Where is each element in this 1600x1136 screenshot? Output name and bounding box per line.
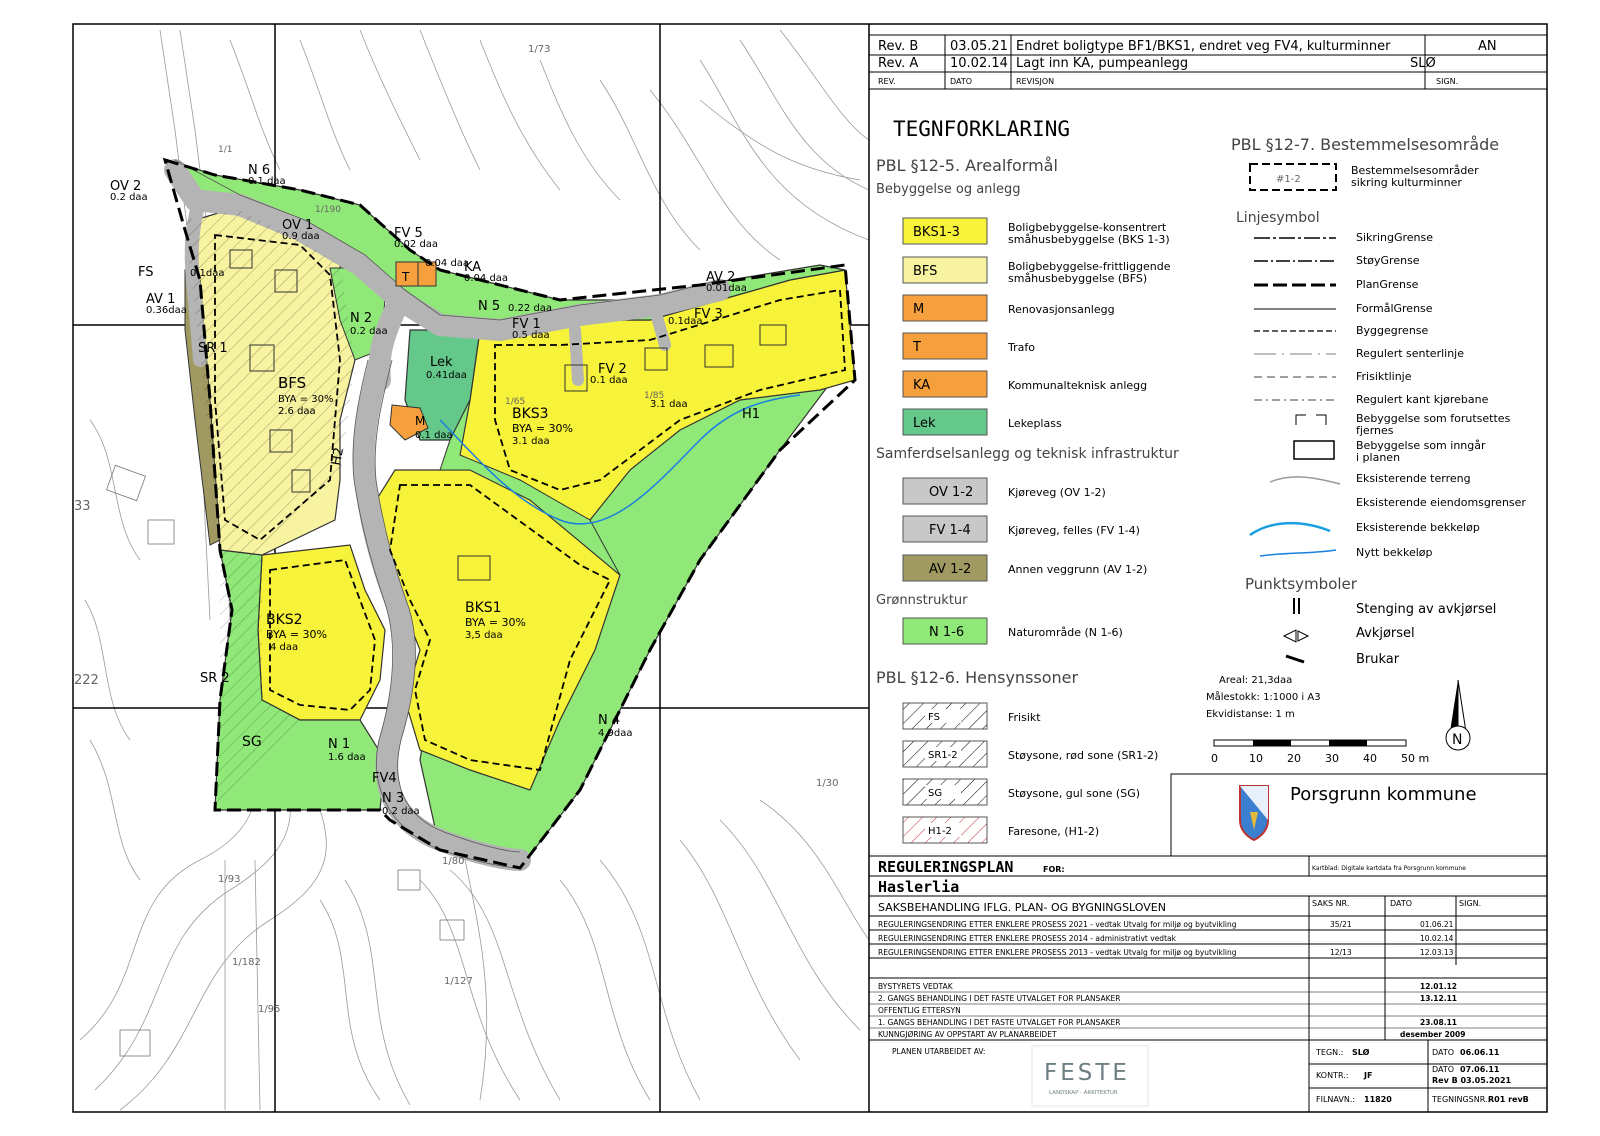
col-saksnr: SAKS NR. (1312, 899, 1350, 908)
rev-b-sign: AN (1478, 39, 1497, 54)
scale-tick-4: 40 (1363, 752, 1377, 765)
label-bfs: BFS (278, 374, 307, 392)
label-ov1-area: 0.9 daa (282, 231, 320, 242)
linje-label-3: FormålGrense (1356, 302, 1433, 315)
punkt-brukar: Brukar (1356, 652, 1400, 667)
rev-header-date: DATO (950, 77, 973, 86)
label-lek: Lek (430, 355, 453, 370)
legend-hensyn-label-1: Støysone, rød sone (SR1-2) (1008, 749, 1159, 762)
rev-a-label: Rev. A (878, 56, 919, 71)
punkt-avkjorsel: Avkjørsel (1356, 626, 1415, 641)
tegn-label: TEGN.: (1316, 1048, 1344, 1057)
ekvidistanse-text: Ekvidistanse: 1 m (1206, 709, 1295, 720)
scale-tick-5: 50 m (1401, 752, 1430, 765)
linje-label-13: Nytt bekkeløp (1356, 546, 1433, 559)
label-fv5-area: 0.02 daa (394, 239, 439, 250)
label-bks2: BKS2 (266, 612, 303, 628)
legend-code-5: Lek (913, 416, 936, 431)
legend-title: TEGNFORKLARING (893, 117, 1071, 141)
label-130: 1/30 (816, 778, 839, 789)
label-bks3-bya: BYA = 30% (512, 422, 573, 435)
label-h1: H1 (742, 407, 761, 422)
label-bks1: BKS1 (465, 600, 502, 616)
label-11: 1/1 (218, 145, 233, 155)
legend-hensyn (903, 703, 1158, 843)
legend-hensyn-code-3: H1-2 (928, 826, 952, 837)
label-av2: AV 2 (706, 270, 736, 285)
label-sg: SG (242, 734, 262, 750)
label-ka-area: 0.04 daa (464, 273, 509, 284)
label-fv2-area: 0.1 daa (590, 375, 628, 386)
linje-label-8-b: fjernes (1356, 424, 1394, 437)
label-bks2-bya: BYA = 30% (266, 628, 327, 641)
kontr-label: KONTR.: (1316, 1071, 1349, 1080)
saks2-row-4: 1. GANGS BEHANDLING I DET FASTE UTVALGET FOR PLANSAKER (878, 1018, 1121, 1027)
saks-row-1-dato: 01.06.21 (1420, 920, 1454, 929)
linje-label-2: PlanGrense (1356, 278, 1419, 291)
linje-label-9-a: Bebyggelse som inngår (1356, 439, 1486, 452)
saks2-row-2: 2. GANGS BEHANDLING I DET FASTE UTVALGET FOR PLANSAKER (878, 994, 1121, 1003)
bestemmelse-label-2: sikring kulturminner (1351, 176, 1462, 189)
legend-linjesymbol (1250, 231, 1526, 559)
saks-row-3-nr: 12/13 (1330, 948, 1352, 957)
malestokk-text: Målestokk: 1:1000 i A3 (1206, 692, 1321, 703)
label-t: T (402, 270, 410, 284)
kartblad: Kartblad: Digitale kartdata fra Porsgrunn kommune (1312, 865, 1466, 872)
rev-header-rev: REV. (878, 77, 896, 86)
legend-code-0: BKS1-3 (913, 225, 960, 240)
legend-code-4: KA (913, 378, 931, 393)
legend-samf-code-2: AV 1-2 (929, 562, 972, 577)
label-bks1-bya: BYA = 30% (465, 616, 526, 629)
legend-punkt (1284, 598, 1496, 667)
saks-row-1: REGULERINGSENDRING ETTER ENKLERE PROSESS 2021 - vedtak Utvalg for miljø og byutvikling (878, 920, 1237, 929)
label-sr2: SR 2 (200, 671, 230, 686)
rev-a-date: 10.02.14 (950, 56, 1008, 71)
label-165: 1/65 (505, 397, 526, 407)
linje-label-11: Eksisterende eiendomsgrenser (1356, 496, 1526, 509)
linje-sample-9 (1294, 441, 1334, 459)
scale-tick-2: 20 (1287, 752, 1301, 765)
legend-samferdsel (903, 478, 1147, 581)
label-fv1-area: 0.5 daa (512, 330, 550, 341)
linje-label-12: Eksisterende bekkeløp (1356, 521, 1480, 534)
municipality-name: Porsgrunn kommune (1290, 784, 1477, 805)
label-n3: N 3 (382, 791, 405, 806)
label-bfs-area: 2.6 daa (278, 406, 316, 417)
linje-label-9-b: i planen (1356, 451, 1401, 464)
linjesymbol-title: Linjesymbol (1236, 210, 1320, 226)
label-av2-area: 0.01daa (706, 283, 747, 294)
rev-b-date: 03.05.21 (950, 39, 1008, 54)
firm-name: FESTE (1044, 1060, 1130, 1086)
label-fs: FS (138, 265, 154, 280)
utarbeidet-label: PLANEN UTARBEIDET AV: (892, 1047, 986, 1056)
linje-label-6: Frisiktlinje (1356, 370, 1412, 383)
legend-samferdsel-title: Samferdselsanlegg og teknisk infrastruktur (876, 446, 1179, 462)
label-n2-area: 0.2 daa (350, 326, 388, 337)
label-bfs-bya: BYA = 30% (278, 394, 334, 405)
saks2-row-4-dato: 23.08.11 (1420, 1018, 1458, 1027)
label-n6: N 6 (248, 163, 271, 178)
label-t-area: 0.04 daa (425, 258, 470, 269)
col-dato: DATO (1390, 899, 1413, 908)
rev-b-label: Rev. B (878, 39, 919, 54)
saks2-row-5-dato: desember 2009 (1400, 1030, 1466, 1039)
label-193: 1/93 (218, 874, 241, 885)
filnavn-value: 11820 (1364, 1095, 1392, 1104)
label-av1: AV 1 (146, 292, 176, 307)
label-fv5: FV 5 (394, 226, 423, 241)
label-ov2-area: 0.2 daa (110, 192, 148, 203)
tegningsnr-value: R01 revB (1488, 1095, 1529, 1104)
label-ov2: OV 2 (110, 179, 142, 194)
legend-hensyn-code-2: SG (928, 788, 943, 799)
label-33: 33 (74, 499, 91, 514)
dato2-label: DATO (1432, 1065, 1455, 1074)
rev-line: Rev B 03.05.2021 (1432, 1076, 1512, 1085)
linje-label-7: Regulert kant kjørebane (1356, 393, 1489, 406)
scale-tick-0: 0 (1211, 752, 1218, 765)
label-ov1: OV 1 (282, 218, 314, 233)
plan-type: REGULERINGSPLAN (878, 858, 1014, 876)
legend-label-0-b: småhusbebyggelse (BKS 1-3) (1008, 233, 1170, 246)
linje-label-10: Eksisterende terreng (1356, 472, 1471, 485)
linje-sample-12 (1250, 523, 1330, 535)
legend-gronn-title: Grønnstruktur (876, 593, 968, 608)
label-n5-area: 0.22 daa (508, 303, 553, 314)
punkt-stenging: Stenging av avkjørsel (1356, 602, 1497, 617)
dato-value: 06.06.11 (1460, 1048, 1500, 1057)
saks2-row-1: BYSTYRETS VEDTAK (878, 982, 953, 991)
legend-hensyn-label-2: Støysone, gul sone (SG) (1008, 787, 1141, 800)
tegn-value: SLØ (1352, 1048, 1370, 1057)
legend-s125-sub: Bebyggelse og anlegg (876, 182, 1021, 197)
scale-bar (1211, 740, 1429, 765)
linje-label-1: StøyGrense (1356, 254, 1420, 267)
label-h2: H2 (329, 446, 348, 467)
label-195: 1/95 (258, 1004, 281, 1015)
legend-gronn (903, 618, 1123, 644)
legend-samf-code-1: FV 1-4 (929, 523, 971, 538)
label-fs-area: 0.1daa (190, 268, 225, 279)
label-fv1: FV 1 (512, 317, 541, 332)
linje-sample-13 (1260, 550, 1336, 556)
legend-bebyggelse (903, 218, 1171, 435)
label-bks3-area: 3.1 daa (512, 436, 550, 447)
legend-label-4: Kommunalteknisk anlegg (1008, 379, 1148, 392)
areal-text: Areal: 21,3daa (1219, 675, 1293, 686)
label-185: 1/85 (644, 391, 665, 401)
saks2-row-5: KUNNGJØRING AV OPPSTART AV PLANARBEIDET (878, 1030, 1057, 1039)
label-bks3: BKS3 (512, 406, 549, 422)
saks-row-2: REGULERINGSENDRING ETTER ENKLERE PROSESS 2014 - administrativt vedtak (878, 934, 1176, 943)
legend-s127: PBL §12-7. Bestemmelsesområde (1231, 135, 1500, 154)
label-ka: KA (464, 260, 482, 275)
rev-a-sign: SLØ (1410, 56, 1436, 71)
rev-header-sign: SIGN. (1436, 77, 1459, 86)
legend-gronn-code-0: N 1-6 (929, 625, 965, 640)
col-sign: SIGN. (1459, 899, 1482, 908)
rev-b-text: Endret boligtype BF1/BKS1, endret veg FV4, kulturminner (1016, 39, 1391, 54)
label-1127: 1/127 (444, 976, 473, 987)
plan-for-label: FOR: (1043, 865, 1065, 874)
legend-samf-label-1: Kjøreveg, felles (FV 1-4) (1008, 524, 1140, 537)
filnavn-label: FILNAVN.: (1316, 1095, 1356, 1104)
saks-row-3-dato: 12.03.13 (1420, 948, 1454, 957)
label-n3-area: 0.2 daa (382, 806, 420, 817)
label-1182: 1/182 (232, 957, 261, 968)
label-sr1: SR 1 (198, 341, 228, 356)
legend-gronn-label-0: Naturområde (N 1-6) (1008, 626, 1123, 639)
label-m-area: 0.1 daa (415, 430, 453, 441)
north-label: N (1452, 732, 1463, 748)
revision-block (869, 35, 1547, 89)
north-arrow (1446, 680, 1470, 750)
legend-code-1: BFS (913, 264, 938, 279)
linje-label-8-a: Bebyggelse som forutsettes (1356, 412, 1511, 425)
dato2-value: 07.06.11 (1460, 1065, 1500, 1074)
map-area (73, 24, 869, 1112)
label-fv3-area: 0.1daa (668, 316, 703, 327)
label-lek-area: 0.41daa (426, 370, 467, 381)
linje-sample-10 (1270, 477, 1340, 484)
saks2-row-2-dato: 13.12.11 (1420, 994, 1458, 1003)
kontr-value: JF (1364, 1071, 1373, 1080)
label-fv2: FV 2 (598, 362, 627, 377)
legend-code-2: M (913, 302, 925, 317)
municipality-logo (1240, 786, 1268, 840)
legend-samf-label-2: Annen veggrunn (AV 1-2) (1008, 563, 1148, 576)
legend-label-1-b: småhusbebyggelse (BFS) (1008, 272, 1148, 285)
saks2-row-3: OFFENTLIG ETTERSYN (878, 1006, 961, 1015)
title-block (869, 856, 1547, 1112)
label-n6-area: 0.1 daa (248, 176, 286, 187)
bestemmelse-code: #1-2 (1276, 174, 1301, 185)
legend-label-0-a: Boligbebyggelse-konsentrert (1008, 221, 1167, 234)
label-1190: 1/190 (315, 205, 341, 215)
linje-label-0: SikringGrense (1356, 231, 1433, 244)
label-n4: N 4 (598, 713, 621, 728)
rev-header-text: REVISJON (1016, 77, 1055, 86)
legend-samf-code-0: OV 1-2 (929, 485, 974, 500)
legend-s126: PBL §12-6. Hensynssoner (876, 668, 1079, 687)
scale-tick-1: 10 (1249, 752, 1263, 765)
label-fv3: FV 3 (694, 307, 723, 322)
label-173: 1/73 (528, 44, 551, 55)
plan-name: Haslerlia (878, 878, 960, 896)
linje-label-4: Byggegrense (1356, 324, 1429, 337)
punkt-title: Punktsymboler (1245, 575, 1357, 593)
label-n5: N 5 (478, 299, 501, 314)
legend-s125: PBL §12-5. Arealformål (876, 156, 1058, 175)
legend-label-1-a: Boligbebyggelse-frittliggende (1008, 260, 1171, 273)
linje-sample-8 (1296, 415, 1326, 425)
saks-row-3: REGULERINGSENDRING ETTER ENKLERE PROSESS 2013 - vedtak Utvalg for miljø og byutvikling (878, 948, 1237, 957)
label-n2: N 2 (350, 311, 373, 326)
legend-hensyn-code-0: FS (928, 712, 940, 723)
legend-hensyn-label-0: Frisikt (1008, 711, 1041, 724)
saks-row-1-nr: 35/21 (1330, 920, 1352, 929)
linje-label-5: Regulert senterlinje (1356, 347, 1465, 360)
legend-label-2: Renovasjonsanlegg (1008, 303, 1115, 316)
label-bks1-area: 3,5 daa (465, 630, 503, 641)
label-180: 1/80 (442, 856, 465, 867)
label-n1-area: 1.6 daa (328, 752, 366, 763)
legend-label-3: Trafo (1008, 341, 1035, 354)
label-bks2-area: 4 daa (270, 642, 299, 653)
label-m: M (415, 414, 426, 428)
label-fv4: FV4 (372, 771, 397, 786)
legend-samf-label-0: Kjøreveg (OV 1-2) (1008, 486, 1106, 499)
tegningsnr-label: TEGNINGSNR.: (1432, 1095, 1491, 1104)
label-bks3-area-2: 3.1 daa (650, 399, 688, 410)
saks-row-2-dato: 10.02.14 (1420, 934, 1454, 943)
rev-a-text: Lagt inn KA, pumpeanlegg (1016, 56, 1189, 71)
legend-code-3: T (913, 340, 921, 355)
legend-label-5: Lekeplass (1008, 417, 1062, 430)
label-n4-area: 4.9daa (598, 728, 633, 739)
legend-hensyn-code-1: SR1-2 (928, 750, 958, 761)
scale-tick-3: 30 (1325, 752, 1339, 765)
label-av1-area: 0.36daa (146, 305, 187, 316)
saks2-row-1-dato: 12.01.12 (1420, 982, 1458, 991)
firm-sub: LANDSKAP · ARKITEKTUR (1049, 1090, 1118, 1096)
dato-label: DATO (1432, 1048, 1455, 1057)
label-222: 222 (74, 673, 99, 688)
saks-header: SAKSBEHANDLING IFLG. PLAN- OG BYGNINGSLOVEN (878, 901, 1166, 914)
legend-hensyn-label-3: Faresone, (H1-2) (1008, 825, 1100, 838)
bestemmelse-label-1: Bestemmelsesområder (1351, 164, 1479, 177)
label-n1: N 1 (328, 737, 351, 752)
